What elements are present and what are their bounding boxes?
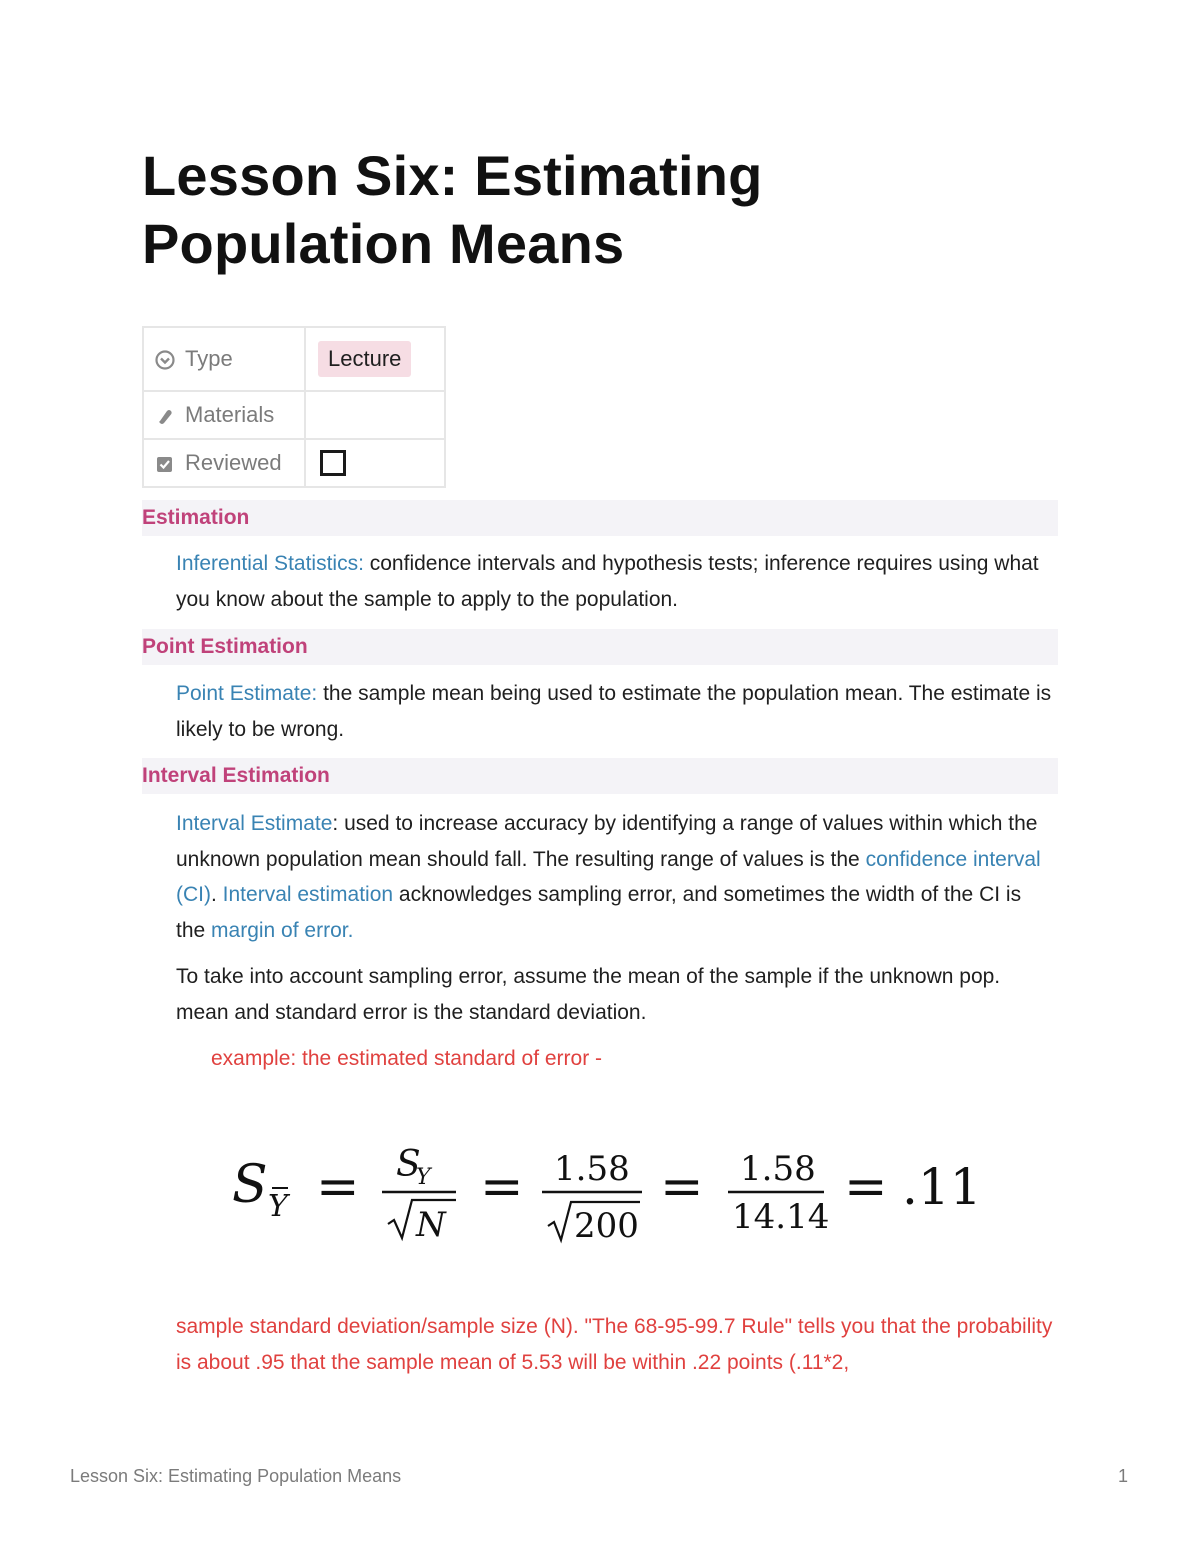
formula-f1-denominator: N — [416, 1205, 446, 1245]
formula-f2-denominator: 200 — [574, 1206, 639, 1246]
paragraph-sampling-error: To take into account sampling error, assume the mean of the sample if the unknown pop. mean and standard error is the standard deviation. — [176, 965, 1001, 1024]
property-row-reviewed — [143, 439, 445, 487]
formula-f1-numerator-subscript: Y — [416, 1165, 431, 1190]
paragraph-rule-note: sample standard deviation/sample size (N). "The 68-95-99.7 Rule" tells you that the probability is about .95 that the sample mean of 5.53 will be within .22 points (.11*2, — [176, 1315, 1053, 1374]
paragraph-text: the sample mean being used to estimate the population mean. The estimate is likely to be wrong. — [176, 682, 1052, 741]
heading-point-estimation: Point Estimation — [142, 629, 1058, 665]
paragraph-inferential-statistics — [176, 546, 1056, 617]
property-key-reviewed — [143, 439, 305, 487]
formula-equals-2: = — [480, 1157, 524, 1217]
type-tag[interactable]: Lecture — [318, 341, 411, 377]
formula-f3-numerator: 1.58 — [740, 1149, 816, 1189]
standard-error-formula — [230, 1138, 990, 1248]
property-value-type[interactable] — [305, 327, 445, 391]
property-key-type — [143, 327, 305, 391]
formula-lhs: S — [232, 1155, 268, 1215]
property-row-type — [143, 327, 445, 391]
attachment-icon — [155, 406, 175, 426]
page-title: Lesson Six: Estimating Population Means — [142, 144, 763, 275]
heading-estimation: Estimation — [142, 500, 1058, 536]
property-label: Type — [185, 346, 233, 372]
term-confidence-interval: confidence interval (CI) — [176, 847, 1041, 906]
paragraph-text: . — [211, 883, 223, 906]
formula-equals-3: = — [660, 1157, 704, 1217]
term-margin-of-error: margin of error. — [211, 918, 354, 942]
example-line: example: the estimated standard of error - — [211, 1047, 603, 1070]
checkbox-icon — [155, 454, 175, 474]
paragraph-text: confidence intervals and hypothesis tests; inference requires using what you know about the sample to apply to the population. — [176, 552, 1039, 611]
page-number: 1 — [1118, 1466, 1129, 1486]
paragraph-interval-estimate — [176, 806, 1056, 948]
term-interval-estimate: Interval Estimate — [176, 812, 333, 835]
properties-table — [142, 326, 446, 488]
term-point-estimate: Point Estimate: — [176, 682, 318, 705]
formula-result: .11 — [902, 1158, 982, 1216]
paragraph-point-estimate — [176, 676, 1056, 747]
term-inferential-statistics: Inferential Statistics: — [176, 552, 364, 575]
property-value-reviewed — [305, 439, 445, 487]
select-icon — [155, 350, 175, 370]
property-value-materials[interactable] — [305, 391, 445, 439]
formula-lhs-subscript: Y — [268, 1189, 288, 1224]
formula-equals-4: = — [844, 1157, 888, 1217]
term-interval-estimation: Interval estimation — [222, 883, 394, 906]
formula-f3-denominator: 14.14 — [732, 1197, 830, 1237]
footer-title: Lesson Six: Estimating Population Means — [70, 1466, 402, 1486]
paragraph-text: : used to increase accuracy by identifying a range of values within which the unknown population mean should fall. The resulting range of values is the — [176, 812, 1038, 871]
formula-f1-numerator: S — [396, 1144, 421, 1185]
property-label: Reviewed — [185, 450, 282, 476]
reviewed-checkbox[interactable] — [320, 450, 346, 476]
formula-equals-1: = — [316, 1157, 360, 1217]
formula-f2-numerator: 1.58 — [554, 1149, 630, 1189]
property-row-materials — [143, 391, 445, 439]
property-key-materials — [143, 391, 305, 439]
heading-interval-estimation: Interval Estimation — [142, 758, 1058, 794]
property-label: Materials — [185, 402, 275, 428]
paragraph-text: acknowledges sampling error, and sometimes the width of the CI is the — [176, 883, 1022, 942]
